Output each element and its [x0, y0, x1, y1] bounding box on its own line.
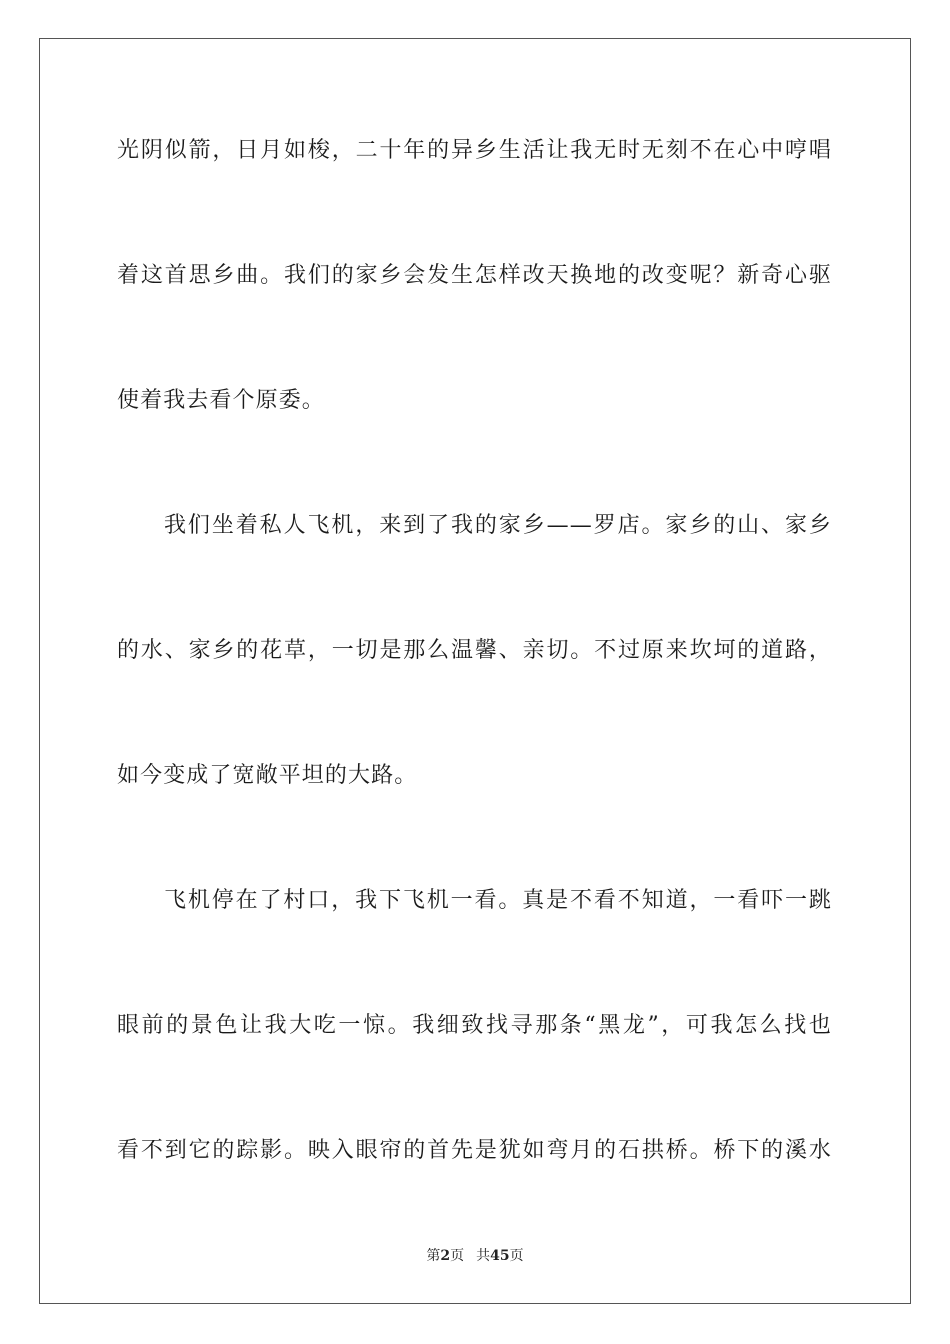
- paragraph-1-line-1: 光阴似箭，日月如梭，二十年的异乡生活让我无时无刻不在心中哼唱: [117, 138, 832, 163]
- total-prefix: 共: [476, 1248, 491, 1264]
- page-prefix: 第: [426, 1248, 441, 1264]
- paragraph-2-line-3: 如今变成了宽敞平坦的大路。: [117, 763, 418, 788]
- paragraph-3-line-3: 看不到它的踪影。映入眼帘的首先是犹如弯月的石拱桥。桥下的溪水: [117, 1138, 832, 1163]
- page-current: 2: [440, 1248, 451, 1264]
- total-suffix: 页: [509, 1248, 524, 1264]
- page-suffix: 页: [450, 1248, 465, 1264]
- paragraph-2-line-1: 我们坐着私人飞机，来到了我的家乡——罗店。家乡的山、家乡: [164, 513, 832, 538]
- page-total: 45: [490, 1248, 510, 1264]
- page-border: [39, 38, 911, 1304]
- paragraph-1-line-2: 着这首思乡曲。我们的家乡会发生怎样改天换地的改变呢？新奇心驱: [117, 263, 832, 288]
- page-footer: [0, 1247, 950, 1265]
- paragraph-3-line-1: 飞机停在了村口，我下飞机一看。真是不看不知道，一看吓一跳: [164, 888, 832, 913]
- paragraph-2-line-2: 的水、家乡的花草，一切是那么温馨、亲切。不过原来坎坷的道路，: [117, 638, 832, 663]
- paragraph-1-line-3: 使着我去看个原委。: [117, 388, 325, 413]
- paragraph-3-line-2: 眼前的景色让我大吃一惊。我细致找寻那条“黑龙”，可我怎么找也: [117, 1013, 832, 1038]
